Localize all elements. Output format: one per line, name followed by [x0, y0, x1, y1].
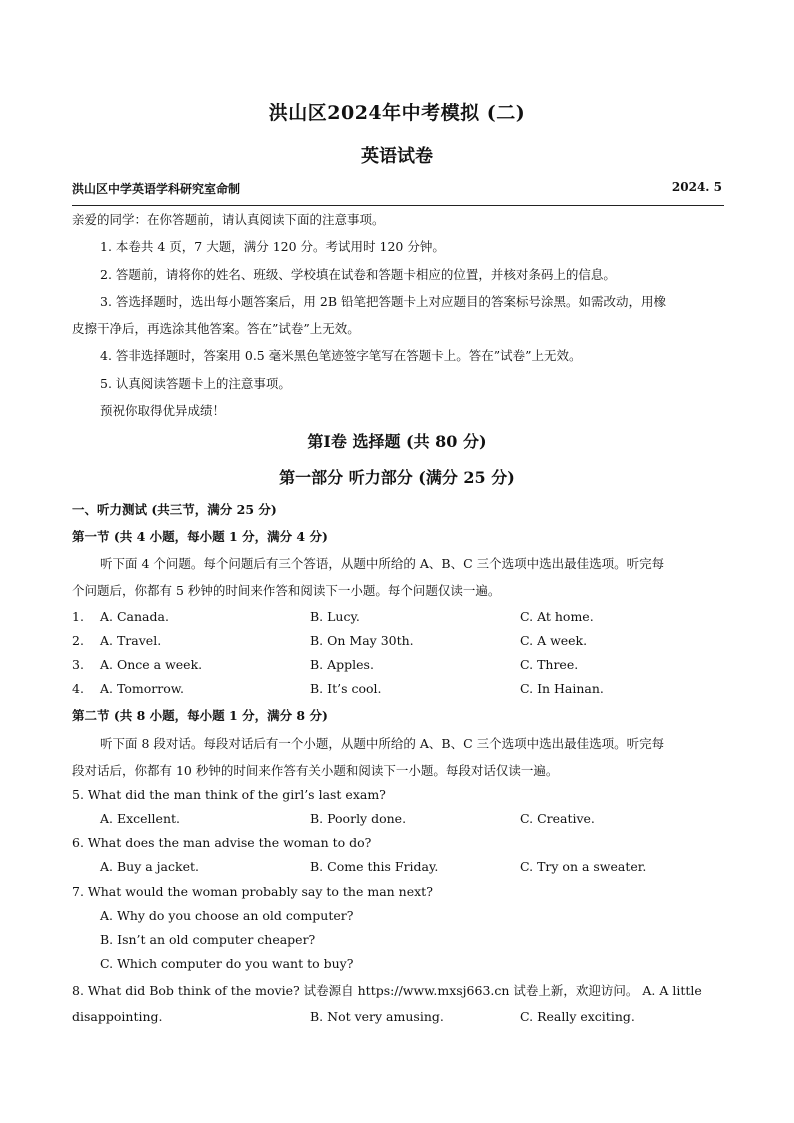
option-b: B. Come this Friday.	[310, 859, 439, 874]
exam-title: 洪山区2024年中考模拟 (二)	[268, 102, 526, 124]
question-stem: 8. What did Bob think of the movie? 试卷源自 https://www.mxsj663.cn 试卷上新，欢迎访问。 A. A little	[72, 983, 702, 998]
option-a: A. Canada.	[100, 609, 169, 624]
option-b: B. On May 30th.	[310, 633, 414, 648]
section2-instruction-cont: 段对话后，你都有 10 秒钟的时间来作答有关小题和阅读下一小题。每段对话仅读一遍。	[72, 763, 559, 778]
option-b: B. Not very amusing.	[310, 1009, 444, 1024]
option-a: A. Travel.	[100, 633, 162, 648]
issuer-label: 洪山区中学英语学科研究室命制	[72, 182, 241, 196]
note-3-cont: 皮擦干净后，再选涂其他答案。答在”试卷”上无效。	[72, 321, 360, 336]
question-number: 2.	[72, 633, 84, 648]
exam-date: 2024. 5	[671, 180, 722, 194]
question-stem: 7. What would the woman probably say to the man next?	[72, 884, 433, 899]
good-luck-note: 预祝你取得优异成绩！	[100, 403, 226, 418]
question-number: 1.	[72, 609, 84, 624]
note-1: 1. 本卷共 4 页，7 大题，满分 120 分。考试用时 120 分钟。	[100, 239, 445, 254]
option-a: A. Excellent.	[100, 811, 180, 826]
note-3: 3. 答选择题时，选出每小题答案后，用 2B 铅笔把答题卡上对应题目的答案标号涂黑。如需改动，用橡	[100, 294, 666, 309]
section1-instruction-cont: 个问题后，你都有 5 秒钟的时间来作答和阅读下一小题。每个问题仅读一遍。	[72, 583, 501, 598]
option-b: B. Isn’t an old computer cheaper?	[100, 932, 316, 947]
question-stem: 6. What does the man advise the woman to do?	[72, 835, 372, 850]
header-divider	[72, 205, 724, 206]
exam-subtitle: 英语试卷	[361, 146, 433, 167]
intro-greeting: 亲爱的同学：在你答题前，请认真阅读下面的注意事项。	[72, 212, 385, 227]
option-c: C. A week.	[520, 633, 588, 648]
option-c: C. Three.	[520, 657, 579, 672]
part1-title: 第Ⅰ卷 选择题 (共 80 分)	[307, 432, 487, 451]
option-c: C. Which computer do you want to buy?	[100, 956, 354, 971]
note-5: 5. 认真阅读答题卡上的注意事项。	[100, 376, 291, 391]
option-a: A. Once a week.	[100, 657, 203, 672]
note-2: 2. 答题前，请将你的姓名、班级、学校填在试卷和答题卡相应的位置，并核对条码上的信息。	[100, 267, 616, 282]
section2-instruction: 听下面 8 段对话。每段对话后有一个小题，从题中所给的 A、B、C 三个选项中选出最佳选项。听完每	[100, 736, 665, 751]
option-b: B. Poorly done.	[310, 811, 407, 826]
option-a: A. Buy a jacket.	[100, 859, 199, 874]
question-number: 3.	[72, 657, 84, 672]
option-c: C. Creative.	[520, 811, 595, 826]
option-a-cont: disappointing.	[72, 1009, 163, 1024]
note-4: 4. 答非选择题时，答案用 0.5 毫米黑色笔迹签字笔写在答题卡上。答在”试卷”上无效。	[100, 348, 582, 363]
section1-heading: 第一节 (共 4 小题，每小题 1 分，满分 4 分)	[72, 529, 328, 544]
listening-heading: 一、听力测试 (共三节，满分 25 分)	[72, 502, 277, 517]
option-a: A. Why do you choose an old computer?	[100, 908, 354, 923]
option-a: A. Tomorrow.	[100, 681, 184, 696]
section2-heading: 第二节 (共 8 小题，每小题 1 分，满分 8 分)	[72, 708, 328, 723]
option-c: C. Really exciting.	[520, 1009, 635, 1024]
question-number: 4.	[72, 681, 84, 696]
question-stem: 5. What did the man think of the girl’s last exam?	[72, 787, 386, 802]
listening-part-title: 第一部分 听力部分 (满分 25 分)	[279, 468, 515, 487]
option-c: C. Try on a sweater.	[520, 859, 647, 874]
option-b: B. Apples.	[310, 657, 374, 672]
section1-instruction: 听下面 4 个问题。每个问题后有三个答语，从题中所给的 A、B、C 三个选项中选出最佳选项。听完每	[100, 556, 665, 571]
option-b: B. It’s cool.	[310, 681, 382, 696]
option-c: C. In Hainan.	[520, 681, 604, 696]
option-c: C. At home.	[520, 609, 594, 624]
option-b: B. Lucy.	[310, 609, 360, 624]
